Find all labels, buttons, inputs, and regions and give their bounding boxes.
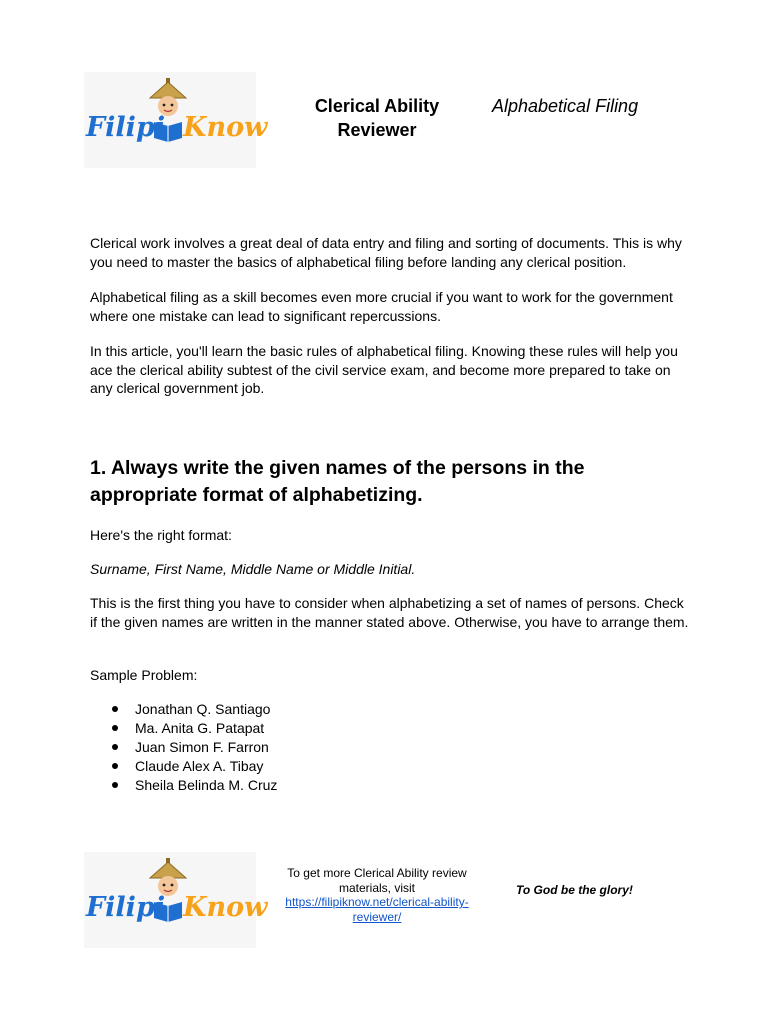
svg-text:Filipi: Filipi [86,892,166,923]
format-text: Surname, First Name, Middle Name or Middle Initial. [90,561,416,577]
list-item: Claude Alex A. Tibay [90,757,277,776]
bullet-icon [112,782,118,788]
section-heading: 1. Always write the given names of the persons in the appropriate format of alphabetizing. [90,457,585,506]
bullet-icon [112,763,118,769]
explanation-paragraph: This is the first thing you have to consider when alphabetizing a set of names of persons. Check if the given names are written in the manner stated above. Otherwise, you have to arrange them. [90,595,689,630]
list-item: Sheila Belinda M. Cruz [90,776,277,795]
bullet-icon [112,706,118,712]
filipiknow-logo [84,72,268,168]
svg-text:Know: Know [183,892,268,923]
logo-mascot-icon [84,852,268,948]
sample-label: Sample Problem: [90,667,198,683]
list-item: Jonathan Q. Santiago [90,700,277,719]
bullet-icon [112,744,118,750]
list-item: Ma. Anita G. Patapat [90,719,277,738]
intro-paragraph-3: In this article, you'll learn the basic rules of alphabetical filing. Knowing these rules will help you ace the clerical ability subtest of the civil service exam, and become more prepared to take on any clerical government job. [90,343,678,397]
page-title: Clerical Ability Reviewer [314,96,440,140]
svg-text:Filipi: Filipi [86,112,166,143]
footer-logo [84,852,268,948]
intro-paragraph-1: Clerical work involves a great deal of data entry and filing and sorting of documents. This is why you need to master the basics of alphabetical filing before landing any clerical position. [90,235,682,270]
bullet-icon [112,725,118,731]
list-item: Juan Simon F. Farron [90,738,277,757]
footer-glory: To God be the glory! [516,883,633,897]
logo-mascot-icon [84,72,268,168]
intro-paragraph-2: Alphabetical filing as a skill becomes even more crucial if you want to work for the government where one mistake can lead to significant repercussions. [90,289,673,324]
page-subtitle: Alphabetical Filing [492,96,639,116]
sample-names-list [90,700,277,795]
footer-text: To get more Clerical Ability review materials, visit https://filipiknow.net/clerical-ability-reviewer/ [285,866,469,924]
reviewer-link[interactable]: https://filipiknow.net/clerical-ability-reviewer/ [285,895,469,924]
svg-text:Know: Know [183,112,268,143]
format-intro: Here's the right format: [90,527,232,543]
